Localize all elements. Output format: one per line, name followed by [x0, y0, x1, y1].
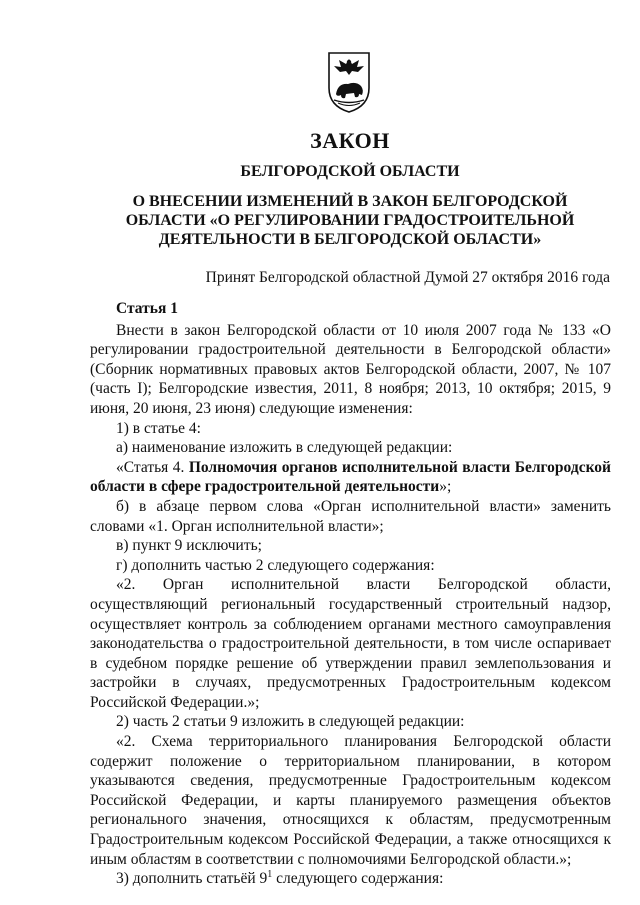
item-1a-quote [90, 458, 611, 497]
quote-suffix: »; [439, 478, 452, 496]
adoption-note: Принят Белгородской областной Думой 27 октября 2016 года [205, 269, 610, 286]
item-1b: б) в абзаце первом слова «Орган исполнительной власти» заменить словами «1. Орган исполнительной власти»; [90, 497, 611, 535]
item-3-suffix: следующего содержания: [272, 870, 444, 888]
item-1d: г) дополнить частью 2 следующего содержания: [116, 556, 435, 574]
item-3-superscript: 1 [267, 869, 273, 881]
item-3-prefix: 3) дополнить статьёй 9 [116, 870, 268, 888]
item-1c: в) пункт 9 исключить; [116, 537, 262, 555]
item-3 [90, 869, 611, 889]
law-region: БЕЛГОРОДСКОЙ ОБЛАСТИ [240, 163, 460, 180]
law-title: ЗАКОН [310, 128, 390, 153]
article-intro: Внести в закон Белгородской области от 10 июля 2007 года № 133 «О регулировании градостроительной деятельности в Белгородской области» (Сборник нормативных правовых актов Белгородской области, 2007, № 107 (часть I); Белгородские известия, 2011, 8 ноября; 2013, 10 октября; 2015, 9 июня, 20 июня, 23 июня) следующие изменения: [90, 321, 611, 417]
quote-article-title: Полномочия органов исполнительной власти Белгородской области в сфере градостроительной деятельности [90, 458, 611, 496]
item-1a: а) наименование изложить в следующей редакции: [116, 439, 453, 457]
quote-prefix: «Статья 4. [116, 458, 189, 476]
item-1d-quote: «2. Орган исполнительной власти Белгородской области, осуществляющий региональный государственный строительный надзор, осуществляет контроль за соблюдением органами местного самоуправления законодательства о градостроительной деятельности, в том числе оспаривает в судебном порядке решение об утверждении правил землепользования и застройки в случаях, предусмотренных Градостроительным кодексом Российской Федерации.»; [90, 576, 611, 711]
law-subject-line-1: О ВНЕСЕНИИ ИЗМЕНЕНИЙ В ЗАКОН БЕЛГОРОДСКОЙ [132, 193, 568, 210]
belgorod-coat-of-arms-icon [326, 50, 372, 114]
item-2-quote: «2. Схема территориального планирования Белгородской области содержит положение о территориальном планировании, в котором указываются сведения, предусмотренные Градостроительным кодексом Российской Федерации, и карты планируемого размещения объектов регионального значения, относящихся к областям, предусмотренным Градостроительным кодексом Российской Федерации, а также относящихся к иным областям в соответствии с полномочиями Белгородской области.»; [90, 733, 611, 868]
law-body [90, 299, 611, 889]
law-subject-line-2: ОБЛАСТИ «О РЕГУЛИРОВАНИИ ГРАДОСТРОИТЕЛЬНОЙ [125, 212, 575, 229]
article-heading: Статья 1 [116, 300, 178, 317]
item-2: 2) часть 2 статьи 9 изложить в следующей редакции: [116, 713, 465, 731]
law-subject-line-3: ДЕЯТЕЛЬНОСТИ В БЕЛГОРОДСКОЙ ОБЛАСТИ» [158, 231, 542, 248]
item-1: 1) в статье 4: [116, 419, 201, 437]
